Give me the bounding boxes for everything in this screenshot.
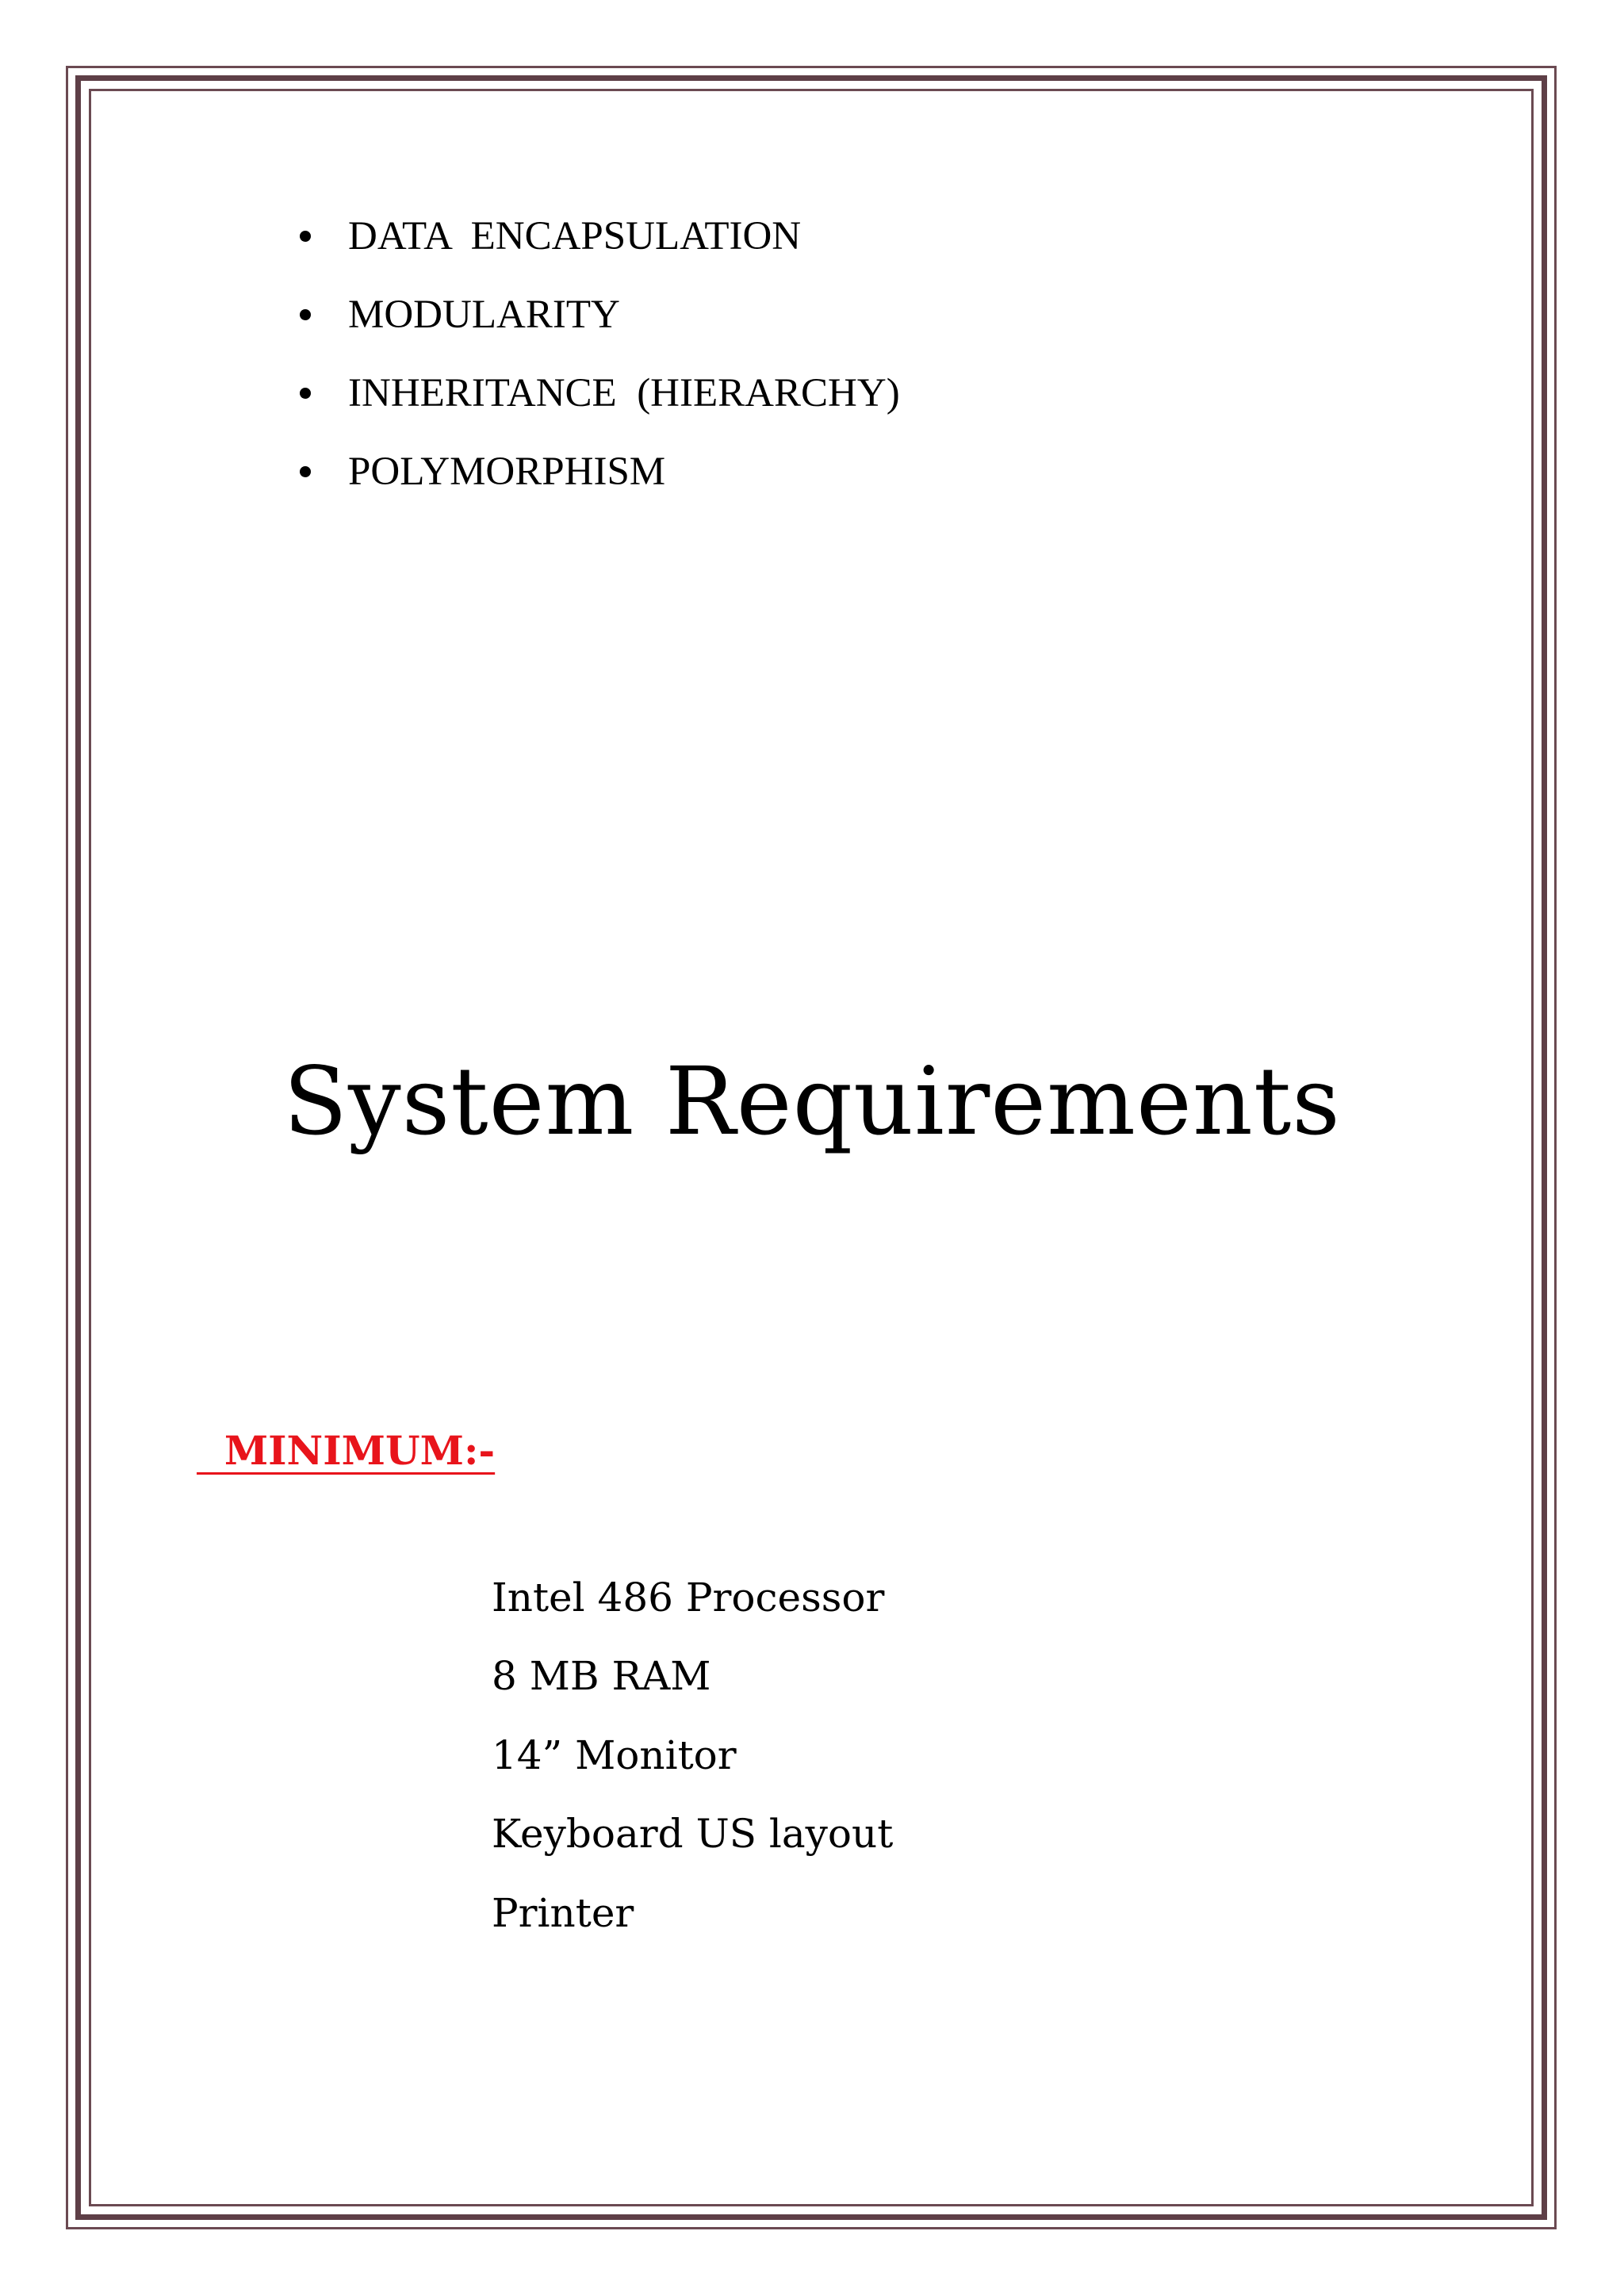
requirement-item: Keyboard US layout	[492, 1811, 894, 1858]
concept-label: INHERITANCE (HIERARCHY)	[348, 370, 900, 415]
requirement-item: Intel 486 Processor	[492, 1574, 885, 1621]
list-item	[293, 197, 900, 275]
minimum-heading: MINIMUM:-	[197, 1427, 496, 1474]
concept-label: DATA ENCAPSULATION	[348, 213, 802, 258]
requirement-item: 14” Monitor	[492, 1732, 737, 1778]
list-item	[293, 275, 900, 354]
requirement-item: Printer	[492, 1889, 634, 1936]
minimum-requirements-list	[492, 1558, 893, 1953]
concept-label: MODULARITY	[348, 292, 620, 337]
section-title: System Requirements	[283, 1047, 1341, 1156]
bullet-icon	[300, 231, 311, 242]
bullet-icon	[300, 388, 311, 399]
concepts-bullet-list	[293, 197, 900, 511]
list-item	[293, 432, 900, 511]
requirement-item: 8 MB RAM	[492, 1653, 711, 1700]
bullet-icon	[300, 309, 311, 320]
list-item	[293, 354, 900, 432]
bullet-icon	[300, 466, 311, 477]
concept-label: POLYMORPHISM	[348, 449, 666, 494]
